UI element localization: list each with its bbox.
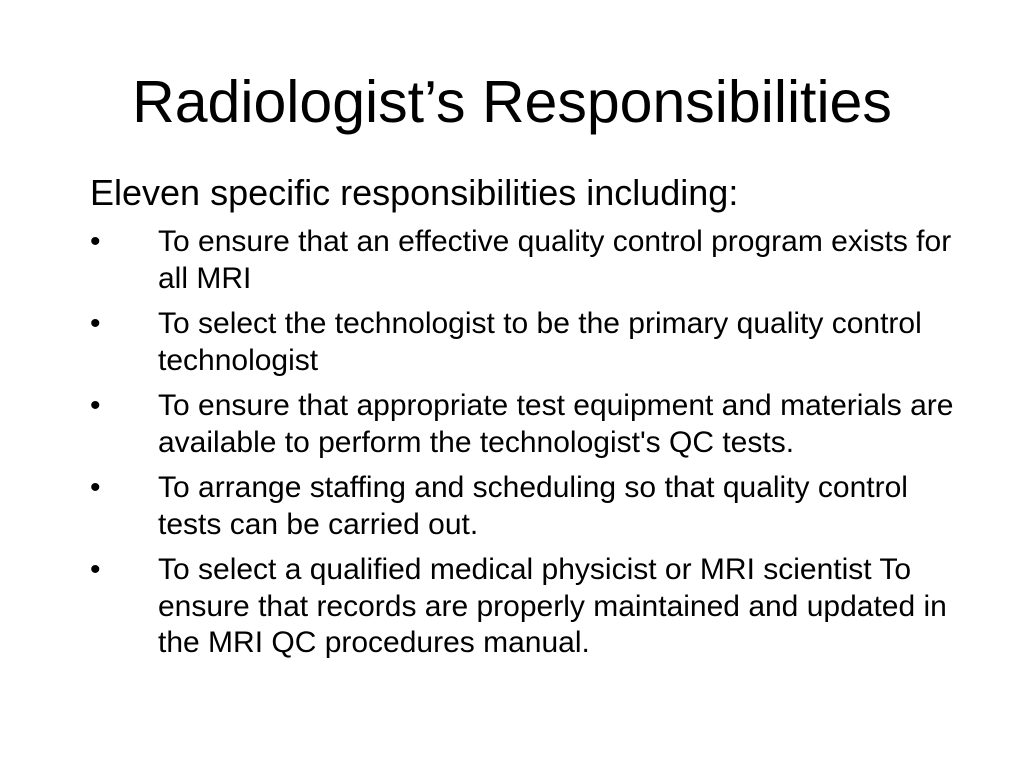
bullet-text: To arrange staffing and scheduling so that quality control tests can be carried out. bbox=[158, 471, 908, 541]
bullet-text: To ensure that an effective quality control program exists for all MRI bbox=[158, 225, 952, 295]
bullet-text: To select the technologist to be the primary quality control technologist bbox=[158, 307, 922, 377]
intro-text: Eleven specific responsibilities including: bbox=[90, 172, 739, 213]
bullet-text: To ensure that appropriate test equipment and materials are available to perform the technologist's QC tests. bbox=[158, 389, 954, 459]
bullet-item bbox=[90, 224, 970, 297]
bullet-text: To select a qualified medical physicist or MRI scientist To ensure that records are properly maintained and updated in the MRI QC procedures manual. bbox=[158, 553, 947, 659]
bullet-icon: • bbox=[90, 471, 101, 504]
bullet-item bbox=[90, 388, 970, 461]
bullet-item bbox=[90, 552, 970, 662]
bullet-icon: • bbox=[90, 225, 101, 258]
bullet-list bbox=[90, 224, 970, 671]
bullet-icon: • bbox=[90, 389, 101, 422]
bullet-item bbox=[90, 306, 970, 379]
bullet-icon: • bbox=[90, 307, 101, 340]
bullet-item bbox=[90, 470, 970, 543]
slide-title: Radiologist’s Responsibilities bbox=[132, 69, 892, 135]
bullet-icon: • bbox=[90, 553, 101, 586]
